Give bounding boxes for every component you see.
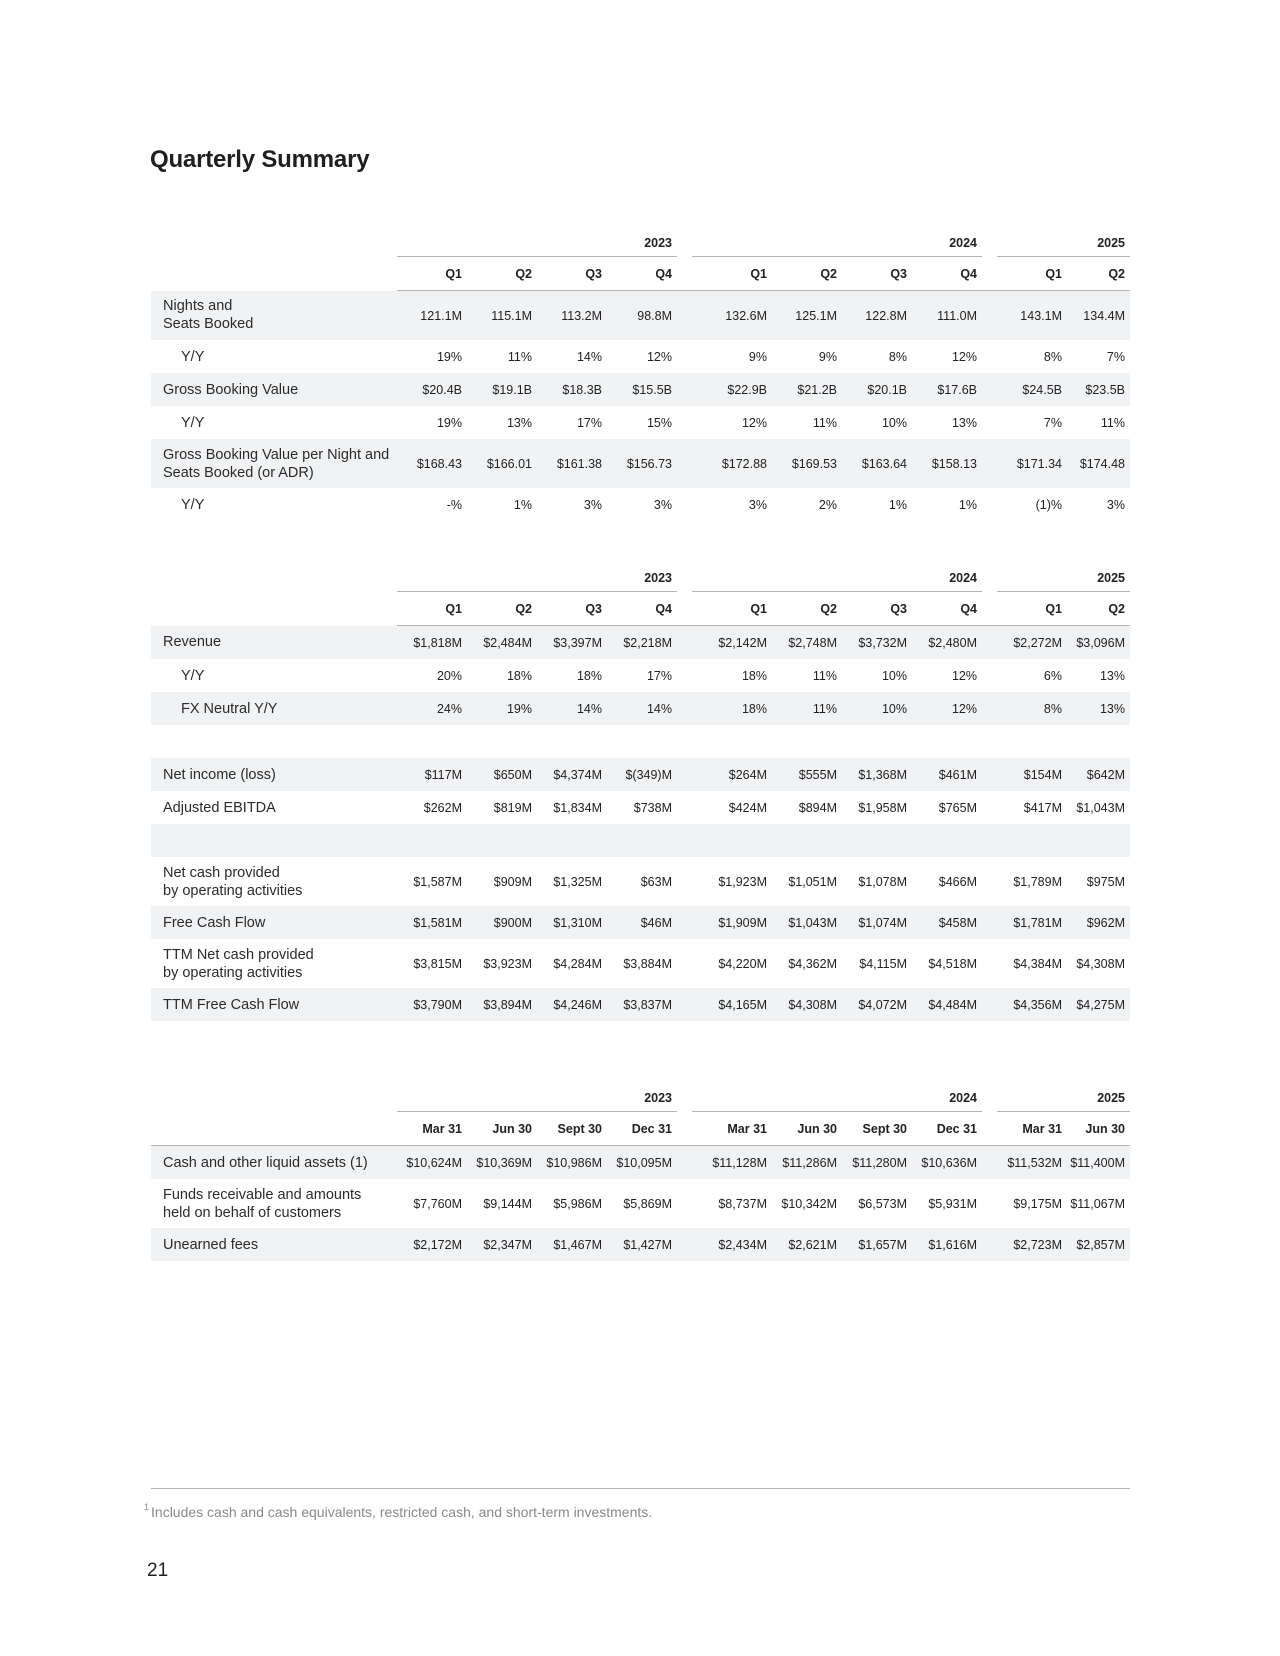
footer-divider [151, 1488, 1130, 1489]
quarter-label: Q1 [692, 257, 772, 291]
value-cell: $4,072M [842, 988, 912, 1021]
row-label: Cash and other liquid assets (1) [151, 1146, 397, 1180]
table-row [151, 758, 1130, 791]
date-label: Jun 30 [772, 1112, 842, 1146]
value-cell: $158.13 [912, 439, 982, 488]
row-label: Net income (loss) [151, 758, 397, 791]
value-cell: $3,894M [467, 988, 537, 1021]
value-cell: (1)% [1035, 497, 1062, 512]
value-cell: $458M [912, 906, 982, 939]
value-cell: 19% [467, 692, 537, 725]
table-row [151, 659, 1130, 692]
value-cell: $1,581M [397, 906, 467, 939]
table-row [151, 988, 1130, 1021]
value-cell: $1,043M [1076, 800, 1125, 815]
value-cell: $2,347M [467, 1228, 537, 1261]
value-cell: $10,624M [397, 1146, 467, 1180]
value-cell: $4,284M [553, 956, 602, 971]
quarter-label: Q1 [692, 592, 772, 626]
value-cell: 7% [1043, 415, 1062, 430]
row-label: Gross Booking Value per Night and Seats Booked (or ADR) [151, 439, 397, 488]
value-cell: $3,923M [483, 956, 532, 971]
value-cell: $5,869M [623, 1196, 672, 1211]
row-label: Adjusted EBITDA [163, 799, 276, 816]
value-cell: 3% [653, 497, 672, 512]
value-cell: $11,280M [842, 1146, 912, 1180]
value-cell: $2,480M [912, 626, 982, 660]
value-cell: $555M [772, 758, 842, 791]
value-cell: 20% [436, 668, 462, 683]
table-row [151, 488, 1130, 521]
value-cell: $2,621M [772, 1228, 842, 1261]
value-cell: 2% [818, 497, 837, 512]
row-label: TTM Free Cash Flow [151, 988, 397, 1021]
value-cell: $262M [423, 800, 462, 815]
value-cell: $163.64 [842, 439, 912, 488]
value-cell: $22.9B [692, 373, 772, 406]
year-label: 2025 [997, 565, 1130, 592]
year-label: 2025 [997, 1085, 1130, 1112]
value-cell: $4,115M [859, 956, 907, 971]
row-label: Y/Y [181, 667, 205, 684]
value-cell: $154M [997, 758, 1067, 791]
quarter-label: Q4 [607, 592, 677, 626]
value-cell: $3,815M [413, 956, 462, 971]
quarter-label: Q1 [397, 592, 467, 626]
value-cell: $3,732M [842, 626, 912, 660]
year-label: 2023 [397, 1085, 677, 1112]
row-label: Funds receivable and amounts held on behalf of customers [163, 1186, 362, 1221]
value-cell: $1,657M [842, 1228, 912, 1261]
value-cell: $5,986M [553, 1196, 602, 1211]
value-cell: $2,172M [397, 1228, 467, 1261]
value-cell: $466M [938, 874, 977, 889]
date-label: Dec 31 [607, 1112, 677, 1146]
quarter-label: Q2 [772, 592, 842, 626]
value-cell: $117M [397, 758, 467, 791]
value-cell: $4,220M [718, 956, 767, 971]
date-label: Mar 31 [692, 1112, 772, 1146]
page-title: Quarterly Summary [150, 146, 370, 173]
table-row [151, 906, 1130, 939]
value-cell: $650M [467, 758, 537, 791]
value-cell: $3,837M [607, 988, 677, 1021]
value-cell: $819M [493, 800, 532, 815]
value-cell: 24% [397, 692, 467, 725]
value-cell: $264M [692, 758, 772, 791]
row-label: Y/Y [181, 496, 205, 513]
value-cell: $156.73 [607, 439, 677, 488]
table-row [151, 373, 1130, 406]
value-cell: $10,095M [607, 1146, 677, 1180]
value-cell: $1,923M [718, 874, 767, 889]
value-cell: 11% [812, 668, 837, 683]
value-cell: $171.34 [997, 439, 1067, 488]
row-label: Free Cash Flow [151, 906, 397, 939]
financials-table [151, 565, 1130, 1021]
value-cell: 11% [1100, 415, 1125, 430]
balance-table [151, 1085, 1130, 1261]
date-label: Sept 30 [842, 1112, 912, 1146]
value-cell: 14% [537, 692, 607, 725]
value-cell: $2,142M [692, 626, 772, 660]
quarter-header-row [151, 257, 1130, 291]
bookings-table [151, 230, 1130, 521]
value-cell: $1,078M [858, 874, 907, 889]
quarter-label: Q3 [842, 592, 912, 626]
value-cell: 12% [741, 415, 767, 430]
date-label: Sept 30 [537, 1112, 607, 1146]
date-label: Jun 30 [467, 1112, 537, 1146]
value-cell: $765M [938, 800, 977, 815]
value-cell: $4,362M [788, 956, 837, 971]
value-cell: $10,342M [781, 1196, 837, 1211]
value-cell: 18% [576, 668, 602, 683]
value-cell: 8% [1043, 349, 1062, 364]
value-cell: $172.88 [692, 439, 772, 488]
year-header-row [151, 565, 1130, 592]
date-label: Jun 30 [1067, 1112, 1130, 1146]
date-header-row [151, 1112, 1130, 1146]
date-label: Mar 31 [397, 1112, 467, 1146]
value-cell: $15.5B [607, 373, 677, 406]
value-cell: $1,818M [397, 626, 467, 660]
value-cell: $18.3B [537, 373, 607, 406]
table-row [151, 626, 1130, 660]
value-cell: $1,043M [772, 906, 842, 939]
value-cell: 14% [576, 349, 602, 364]
spacer-row [151, 824, 1130, 857]
value-cell: 111.0M [912, 291, 982, 341]
value-cell: $2,484M [467, 626, 537, 660]
quarter-label: Q1 [997, 257, 1067, 291]
value-cell: $3,884M [623, 956, 672, 971]
value-cell: $909M [493, 874, 532, 889]
spacer-row [151, 725, 1130, 758]
value-cell: $1,781M [997, 906, 1067, 939]
value-cell: 12% [951, 668, 977, 683]
value-cell: 10% [881, 668, 907, 683]
value-cell: 134.4M [1067, 291, 1130, 341]
value-cell: 13% [951, 415, 977, 430]
year-header-row [151, 1085, 1130, 1112]
table-row [151, 406, 1130, 439]
year-label: 2025 [997, 230, 1130, 257]
row-label: TTM Net cash provided by operating activities [163, 946, 314, 981]
quarter-label: Q1 [997, 592, 1067, 626]
value-cell: $1,587M [413, 874, 462, 889]
value-cell: $4,275M [1067, 988, 1130, 1021]
value-cell: $4,308M [772, 988, 842, 1021]
value-cell: $168.43 [397, 439, 467, 488]
value-cell: 1% [888, 497, 907, 512]
table-row [151, 340, 1130, 373]
value-cell: 98.8M [607, 291, 677, 341]
value-cell: $738M [633, 800, 672, 815]
value-cell: $461M [912, 758, 982, 791]
value-cell: $2,218M [607, 626, 677, 660]
value-cell: 10% [881, 415, 907, 430]
value-cell: $962M [1067, 906, 1130, 939]
value-cell: $10,369M [467, 1146, 537, 1180]
year-header-row [151, 230, 1130, 257]
value-cell: $3,397M [537, 626, 607, 660]
value-cell: 12% [646, 349, 672, 364]
quarter-label: Q4 [912, 592, 982, 626]
quarter-label: Q3 [842, 257, 912, 291]
value-cell: 6% [1043, 668, 1062, 683]
value-cell: $174.48 [1067, 439, 1130, 488]
value-cell: 12% [951, 349, 977, 364]
value-cell: $11,128M [692, 1146, 772, 1180]
value-cell: $6,573M [858, 1196, 907, 1211]
row-label: Net cash provided by operating activities [163, 864, 303, 899]
value-cell: 19% [436, 349, 462, 364]
table-row [151, 939, 1130, 988]
value-cell: $19.1B [467, 373, 537, 406]
table-body [151, 291, 1130, 522]
value-cell: $166.01 [467, 439, 537, 488]
value-cell: $3,790M [397, 988, 467, 1021]
value-cell: 132.6M [692, 291, 772, 341]
table-body [151, 1146, 1130, 1262]
value-cell: $7,760M [413, 1196, 462, 1211]
row-label: Nights and Seats Booked [151, 291, 397, 341]
value-cell: $1,368M [842, 758, 912, 791]
value-cell: $642M [1067, 758, 1130, 791]
value-cell: 18% [506, 668, 532, 683]
value-cell: 18% [692, 692, 772, 725]
row-label: Gross Booking Value [151, 373, 397, 406]
value-cell: 19% [436, 415, 462, 430]
value-cell: 125.1M [772, 291, 842, 341]
value-cell: $2,434M [692, 1228, 772, 1261]
value-cell: 115.1M [467, 291, 537, 341]
value-cell: $975M [1086, 874, 1125, 889]
value-cell: 8% [997, 692, 1067, 725]
footnote [144, 1504, 652, 1520]
value-cell: $(349)M [607, 758, 677, 791]
table-body [151, 626, 1130, 1022]
value-cell: $2,272M [997, 626, 1067, 660]
value-cell: $1,958M [858, 800, 907, 815]
value-cell: 3% [583, 497, 602, 512]
value-cell: $4,518M [928, 956, 977, 971]
value-cell: $46M [607, 906, 677, 939]
value-cell: 1% [958, 497, 977, 512]
value-cell: $8,737M [718, 1196, 767, 1211]
value-cell: $63M [640, 874, 672, 889]
value-cell: 14% [607, 692, 677, 725]
quarter-label: Q2 [467, 592, 537, 626]
quarter-header-row [151, 592, 1130, 626]
year-label: 2024 [692, 565, 982, 592]
value-cell: 18% [741, 668, 767, 683]
value-cell: 13% [1099, 668, 1125, 683]
quarter-label: Q3 [537, 257, 607, 291]
value-cell: $20.1B [842, 373, 912, 406]
value-cell: $4,356M [997, 988, 1067, 1021]
value-cell: $894M [798, 800, 837, 815]
value-cell: $24.5B [997, 373, 1067, 406]
value-cell: 7% [1106, 349, 1125, 364]
value-cell: $4,308M [1076, 956, 1125, 971]
value-cell: $424M [728, 800, 767, 815]
value-cell: 11% [772, 692, 842, 725]
value-cell: $1,325M [553, 874, 602, 889]
footnote-marker: 1 [144, 1502, 150, 1512]
value-cell: 11% [812, 415, 837, 430]
value-cell: $1,051M [788, 874, 837, 889]
value-cell: $2,857M [1067, 1228, 1130, 1261]
value-cell: 17% [576, 415, 602, 430]
year-label: 2024 [692, 230, 982, 257]
value-cell: $17.6B [912, 373, 982, 406]
value-cell: $11,286M [772, 1146, 842, 1180]
value-cell: $20.4B [397, 373, 467, 406]
row-label: Revenue [151, 626, 397, 660]
footnote-text: Includes cash and cash equivalents, restricted cash, and short-term investments. [151, 1504, 653, 1520]
value-cell: 8% [888, 349, 907, 364]
value-cell: 113.2M [537, 291, 607, 341]
value-cell: $5,931M [928, 1196, 977, 1211]
value-cell: 15% [646, 415, 672, 430]
value-cell: 10% [842, 692, 912, 725]
value-cell: $417M [1023, 800, 1062, 815]
row-label: FX Neutral Y/Y [151, 692, 397, 725]
value-cell: 11% [507, 349, 532, 364]
value-cell: $1,616M [912, 1228, 982, 1261]
value-cell: 3% [748, 497, 767, 512]
value-cell: $1,789M [1013, 874, 1062, 889]
page-number: 21 [147, 1560, 169, 1581]
value-cell: -% [446, 497, 462, 512]
year-label: 2023 [397, 565, 677, 592]
value-cell: 121.1M [397, 291, 467, 341]
row-label: Unearned fees [151, 1228, 397, 1261]
table-row [151, 1146, 1130, 1180]
value-cell: 1% [513, 497, 532, 512]
value-cell: $1,310M [537, 906, 607, 939]
table-row [151, 791, 1130, 824]
value-cell: $11,532M [997, 1146, 1067, 1180]
value-cell: 12% [912, 692, 982, 725]
quarter-label: Q2 [1067, 257, 1130, 291]
value-cell: $2,723M [997, 1228, 1067, 1261]
value-cell: 17% [646, 668, 672, 683]
quarter-label: Q1 [397, 257, 467, 291]
value-cell: $1,074M [842, 906, 912, 939]
table-row [151, 439, 1130, 488]
value-cell: $1,467M [537, 1228, 607, 1261]
quarter-label: Q4 [912, 257, 982, 291]
table-row [151, 1228, 1130, 1261]
value-cell: 143.1M [997, 291, 1067, 341]
quarter-label: Q4 [607, 257, 677, 291]
value-cell: 122.8M [842, 291, 912, 341]
value-cell: 13% [506, 415, 532, 430]
value-cell: $4,374M [537, 758, 607, 791]
value-cell: 9% [748, 349, 767, 364]
value-cell: $9,175M [1013, 1196, 1062, 1211]
value-cell: 9% [818, 349, 837, 364]
row-label: Y/Y [181, 414, 205, 431]
value-cell: $1,427M [607, 1228, 677, 1261]
quarter-label: Q3 [537, 592, 607, 626]
value-cell: 3% [1106, 497, 1125, 512]
value-cell: $169.53 [772, 439, 842, 488]
value-cell: $11,067M [1070, 1196, 1125, 1211]
value-cell: $4,484M [912, 988, 982, 1021]
value-cell: $4,165M [692, 988, 772, 1021]
value-cell: $23.5B [1067, 373, 1130, 406]
value-cell: $2,748M [772, 626, 842, 660]
quarter-label: Q2 [772, 257, 842, 291]
table-row [151, 857, 1130, 906]
value-cell: $21.2B [772, 373, 842, 406]
value-cell: $11,400M [1067, 1146, 1130, 1180]
table-row [151, 1179, 1130, 1228]
year-label: 2023 [397, 230, 677, 257]
value-cell: $9,144M [483, 1196, 532, 1211]
date-label: Mar 31 [997, 1112, 1067, 1146]
value-cell: $10,636M [912, 1146, 982, 1180]
value-cell: $3,096M [1067, 626, 1130, 660]
year-label: 2024 [692, 1085, 982, 1112]
value-cell: $4,246M [537, 988, 607, 1021]
value-cell: $4,384M [1013, 956, 1062, 971]
table-row [151, 692, 1130, 725]
quarter-label: Q2 [1067, 592, 1130, 626]
value-cell: $1,834M [553, 800, 602, 815]
table-row [151, 291, 1130, 341]
value-cell: 13% [1067, 692, 1130, 725]
date-label: Dec 31 [912, 1112, 982, 1146]
value-cell: $1,909M [692, 906, 772, 939]
value-cell: $161.38 [537, 439, 607, 488]
value-cell: $10,986M [537, 1146, 607, 1180]
value-cell: $900M [467, 906, 537, 939]
quarter-label: Q2 [467, 257, 537, 291]
row-label: Y/Y [181, 348, 205, 365]
